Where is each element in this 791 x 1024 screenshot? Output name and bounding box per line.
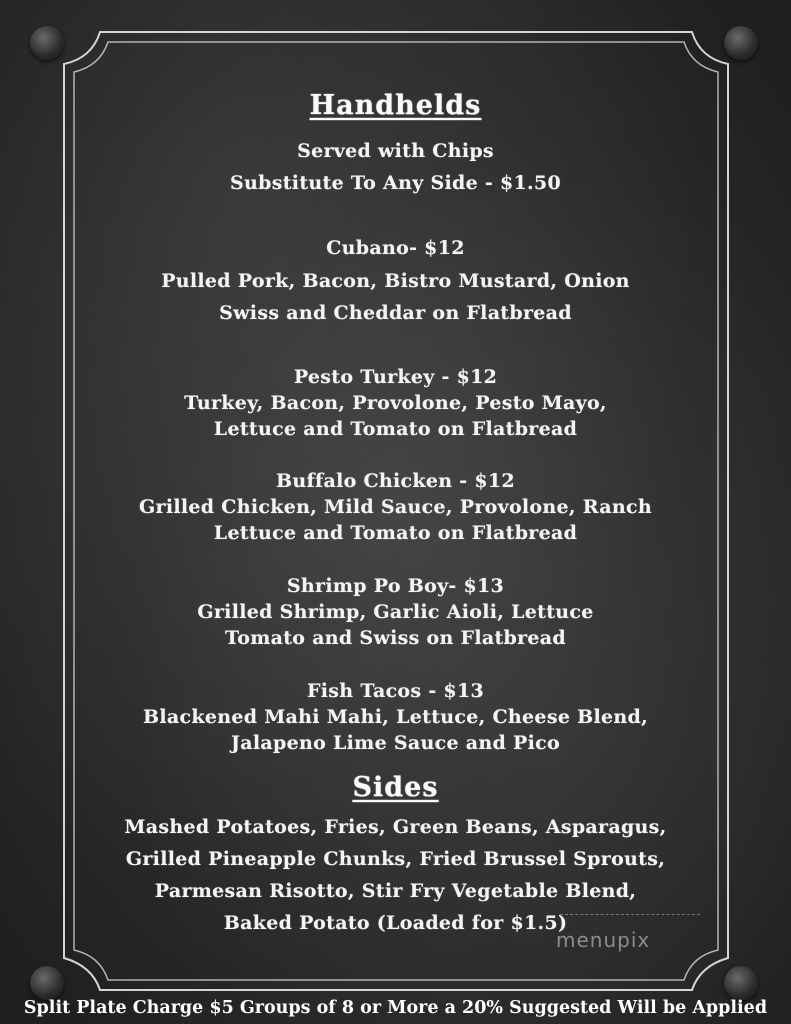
corner-tack-bottom-right bbox=[724, 966, 758, 1000]
corner-tack-top-right bbox=[724, 26, 758, 60]
menu-item-description: Swiss and Cheddar on Flatbread bbox=[219, 302, 572, 324]
sides-heading: Sides bbox=[352, 772, 439, 803]
sides-line: Parmesan Risotto, Stir Fry Vegetable Blend, bbox=[154, 880, 637, 902]
corner-tack-top-left bbox=[30, 26, 64, 60]
sides-line: Grilled Pineapple Chunks, Fried Brussel Sprouts, bbox=[125, 848, 666, 870]
menu-item-description: Blackened Mahi Mahi, Lettuce, Cheese Blend, bbox=[143, 706, 648, 728]
menu-item-description: Lettuce and Tomato on Flatbread bbox=[213, 418, 578, 440]
handhelds-heading: Handhelds bbox=[309, 90, 482, 121]
menu-item-description: Jalapeno Lime Sauce and Pico bbox=[231, 732, 560, 754]
menu-item-description: Pulled Pork, Bacon, Bistro Mustard, Onion bbox=[161, 270, 630, 292]
menu-item-description: Tomato and Swiss on Flatbread bbox=[224, 627, 566, 649]
menu-item-description: Lettuce and Tomato on Flatbread bbox=[213, 522, 578, 544]
menu-item-name: Buffalo Chicken - $12 bbox=[276, 470, 515, 492]
menu-item-name: Cubano- $12 bbox=[326, 237, 465, 259]
watermark-logo: menupix bbox=[556, 928, 651, 952]
sides-line: Mashed Potatoes, Fries, Green Beans, Asparagus, bbox=[124, 816, 667, 838]
sides-line: Baked Potato (Loaded for $1.5) bbox=[223, 912, 568, 934]
menu-item-description: Grilled Chicken, Mild Sauce, Provolone, Ranch bbox=[139, 496, 652, 518]
menu-item-name: Fish Tacos - $13 bbox=[307, 680, 484, 702]
menu-item-description: Grilled Shrimp, Garlic Aioli, Lettuce bbox=[197, 601, 594, 623]
intro-line: Substitute To Any Side - $1.50 bbox=[230, 172, 561, 194]
menu-item-name: Shrimp Po Boy- $13 bbox=[286, 575, 505, 597]
intro-line: Served with Chips bbox=[297, 140, 494, 162]
watermark-divider bbox=[560, 914, 700, 915]
menu-item-description: Turkey, Bacon, Provolone, Pesto Mayo, bbox=[184, 392, 607, 414]
footer-note: Split Plate Charge $5 Groups of 8 or More a 20% Suggested Will be Applied bbox=[23, 998, 768, 1018]
corner-tack-bottom-left bbox=[30, 966, 64, 1000]
menu-item-name: Pesto Turkey - $12 bbox=[293, 366, 498, 388]
